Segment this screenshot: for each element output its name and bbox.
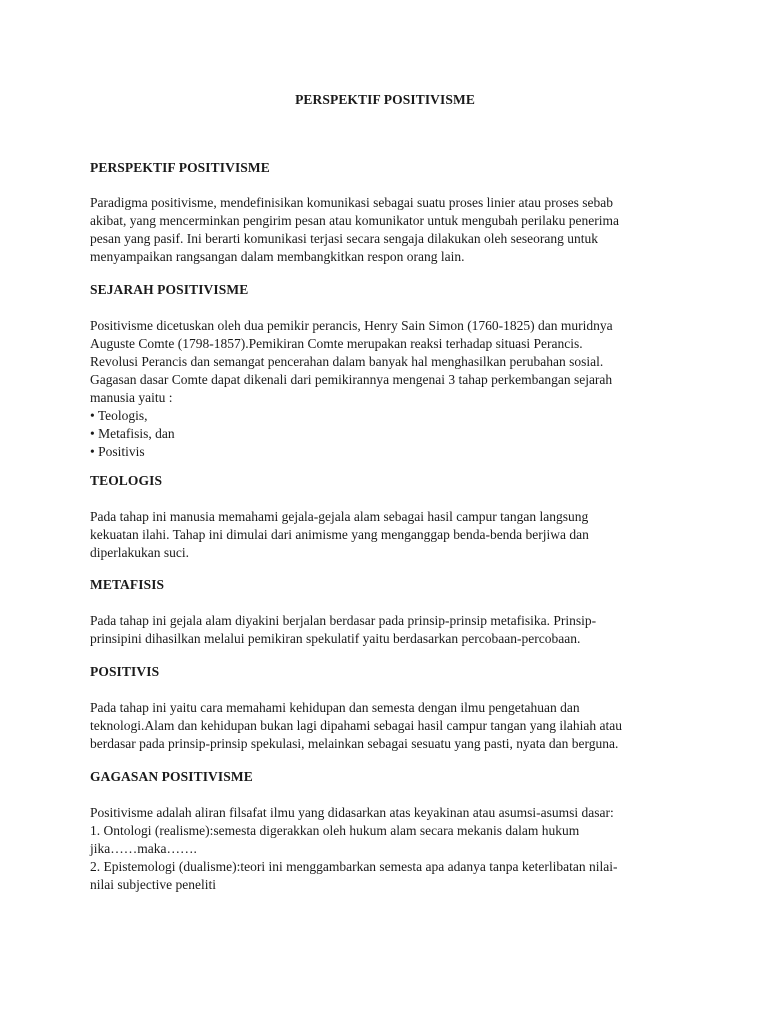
text-line: 2. Epistemologi (dualisme):teori ini menggambarkan semesta apa adanya tanpa keterlibatan nilai- [90,859,618,874]
text-line: Positivisme dicetuskan oleh dua pemikir perancis, Henry Sain Simon (1760-1825) dan muridnya [90,318,613,333]
text-line: jika……maka……. [90,841,197,856]
section-heading-perspektif: PERSPEKTIF POSITIVISME [90,160,270,175]
text-line: Auguste Comte (1798-1857).Pemikiran Comte merupakan reaksi terhadap situasi Perancis. [90,336,583,351]
text-line: pesan yang pasif. Ini berarti komunikasi terjasi secara sengaja dilakukan oleh seseorang untuk [90,231,598,246]
text-line: Pada tahap ini gejala alam diyakini berjalan berdasar pada prinsip-prinsip metafisika. Prinsip- [90,613,597,628]
section-body-metafisis [90,612,680,648]
bullet-item-teologis: • Teologis, [90,408,148,423]
section-body-teologis [90,508,680,562]
text-line: Gagasan dasar Comte dapat dikenali dari pemikirannya mengenai 3 tahap perkembangan sejarah [90,372,613,387]
text-line: kekuatan ilahi. Tahap ini dimulai dari animisme yang menganggap benda-benda berjiwa dan [90,527,589,542]
text-line: Pada tahap ini yaitu cara memahami kehidupan dan semesta dengan ilmu pengetahuan dan [90,700,580,715]
text-line: manusia yaitu : [90,390,173,405]
text-line: Positivisme adalah aliran filsafat ilmu yang didasarkan atas keyakinan atau asumsi-asumsi dasar: [90,805,614,820]
section-heading-gagasan: GAGASAN POSITIVISME [90,769,253,784]
text-line: nilai subjective peneliti [90,877,216,892]
section-body-gagasan [90,804,680,894]
document-title: PERSPEKTIF POSITIVISME [295,92,475,107]
text-line: teknologi.Alam dan kehidupan bukan lagi dipahami sebagai hasil campur tangan yang ilahiah atau [90,718,622,733]
section-heading-positivis: POSITIVIS [90,664,160,679]
section-body-positivis [90,699,680,753]
bullet-item-metafisis: • Metafisis, dan [90,426,175,441]
text-line: 1. Ontologi (realisme):semesta digerakkan oleh hukum alam secara mekanis dalam hukum [90,823,580,838]
text-line: diperlakukan suci. [90,545,189,560]
text-line: Revolusi Perancis dan semangat pencerahan dalam banyak hal menghasilkan perubahan sosial. [90,354,604,369]
bullet-item-positivis: • Positivis [90,444,145,459]
text-line: berdasar pada prinsip-prinsip spekulasi, melainkan sebagai sesuatu yang pasti, nyata dan berguna. [90,736,619,751]
text-line: Paradigma positivisme, mendefinisikan komunikasi sebagai suatu proses linier atau proses sebab [90,195,614,210]
text-line: prinsipini dihasilkan melalui pemikiran spekulatif yaitu berdasarkan percobaan-percobaan. [90,631,581,646]
section-body-sejarah [90,317,680,461]
section-heading-metafisis: METAFISIS [90,577,165,592]
section-heading-sejarah: SEJARAH POSITIVISME [90,282,249,297]
section-body-perspektif [90,194,680,266]
text-line: akibat, yang mencerminkan pengirim pesan atau komunikator untuk mengubah perilaku penerima [90,213,619,228]
text-line: Pada tahap ini manusia memahami gejala-gejala alam sebagai hasil campur tangan langsung [90,509,589,524]
section-heading-teologis: TEOLOGIS [90,473,163,488]
text-line: menyampaikan rangsangan dalam membangkitkan respon orang lain. [90,249,465,264]
